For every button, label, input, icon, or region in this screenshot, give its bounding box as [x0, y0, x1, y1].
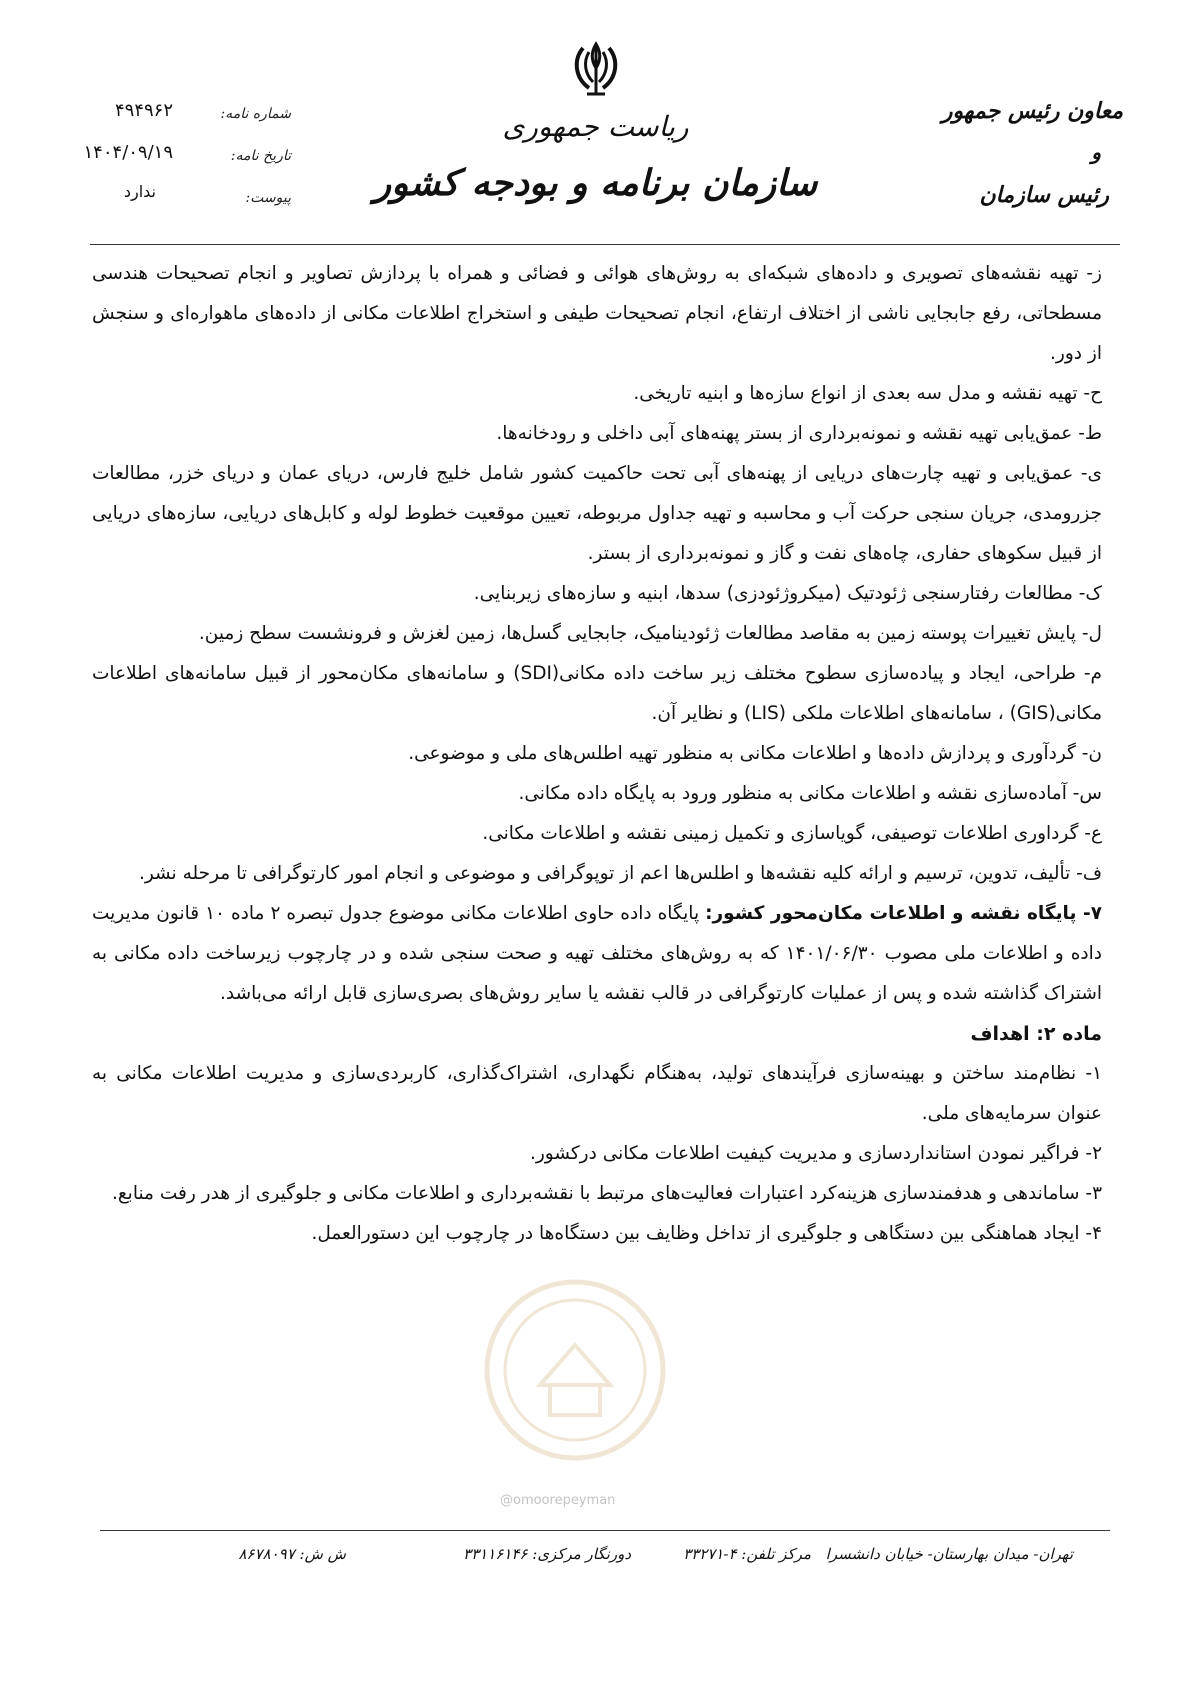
signer-line-2: رئیس سازمان: [979, 182, 1109, 208]
footer-id-value: ۸۶۷۸۰۹۷: [238, 1545, 295, 1563]
goal-item: ۱- نظام‌مند ساختن و بهینه‌سازی فرآیندهای تولید، به‌هنگام نگهداری، اشتراک‌گذاری، کاربردی‌سازی و مدیریت اطلاعات مکانی به عنوان سرمایه‌های ملی.: [92, 1063, 1102, 1124]
attachment-value: ندارد: [123, 182, 156, 201]
watermark-handle: @omoorepeyman: [500, 1493, 616, 1508]
footer-address: تهران- میدان بهارستان- خیابان دانشسرا: [825, 1545, 1073, 1563]
list-item: س- آماده‌سازی نقشه و اطلاعات مکانی به منظور ورود به پایگاه داده مکانی.: [518, 783, 1102, 804]
footer-fax: [463, 1545, 631, 1563]
footer-id: [238, 1545, 346, 1563]
footer-phone-value: ۴-۳۳۲۷۱: [683, 1545, 737, 1563]
letter-body: [92, 254, 1102, 1254]
goal-item: ۳- ساماندهی و هدفمندسازی هزینه‌کرد اعتبارات فعالیت‌های مرتبط با نقشه‌برداری و اطلاعات مکانی و جلوگیری از هدر رفت منابع.: [111, 1183, 1102, 1204]
header-divider: [90, 244, 1120, 245]
letter-number: ۴۹۴۹۶۲: [114, 100, 173, 121]
footer-phone-label: مرکز تلفن:: [741, 1545, 811, 1563]
iran-emblem-icon: [565, 38, 627, 100]
list-item: ح- تهیه نقشه و مدل سه بعدی از انواع سازه‌ها و ابنیه تاریخی.: [633, 383, 1102, 404]
presidency-title: ریاست جمهوری: [502, 110, 689, 143]
list-item: ز- تهیه نقشه‌های تصویری و داده‌های شبکه‌ای به روش‌های هوائی و فضائی و همراه با پردازش تصاویر و انجام تصحیحات هندسی مسطحاتی، رفع جابجایی ناشی از اختلاف ارتفاع، انجام تصحیحات طیفی و استخراج اطلاعات مکانی از داده‌های ماهواره‌ای و سنجش از دور.: [92, 263, 1102, 364]
list-item: ع- گرداوری اطلاعات توصیفی، گویاسازی و تکمیل زمینی نقشه و اطلاعات مکانی.: [482, 823, 1102, 844]
letter-date: ۱۴۰۴/۰۹/۱۹: [83, 142, 173, 163]
footer-fax-value: ۳۳۱۱۶۱۴۶: [463, 1545, 528, 1563]
definition-7-text: پایگاه داده حاوی اطلاعات مکانی موضوع جدول تبصره ۲ ماده ۱۰ قانون مدیریت داده و اطلاعات ملی مصوب ۱۴۰۱/۰۶/۳۰ که به روش‌های مختلف تهیه و صحت سنجی شده و در چارچوب زیرساخت داده مکانی به اشتراک گذاشته شده و پس از عملیات کارتوگرافی در قالب نقشه یا سایر روش‌های بصری‌سازی قابل ارائه می‌باشد.: [92, 903, 1102, 1004]
date-label: تاریخ نامه:: [230, 148, 291, 164]
attachment-label: پیوست:: [245, 190, 291, 206]
watermark-stamp-icon: [480, 1275, 670, 1465]
signer-and: و: [1091, 140, 1101, 164]
list-item: ن- گردآوری و پردازش داده‌ها و اطلاعات مکانی به منظور تهیه اطلس‌های ملی و موضوعی.: [408, 743, 1102, 764]
footer-fax-label: دورنگار مرکزی:: [532, 1545, 631, 1563]
list-item: ط- عمق‌یابی تهیه نقشه و نمونه‌برداری از بستر پهنه‌های آبی داخلی و رودخانه‌ها.: [496, 423, 1102, 444]
list-item: ی- عمق‌یابی و تهیه چارت‌های دریایی از پهنه‌های آبی تحت حاکمیت کشور شامل خلیج فارس، دریای عمان و دریای خزر، مطالعات جزرومدی، جریان سنجی حرکت آب و محاسبه و تهیه جداول مربوطه، تعیین موقعیت خطوط لوله و کابل‌های دریایی، سازه‌های دریایی از قبیل سکوهای حفاری، چاه‌های نفت و گاز و نمونه‌برداری از بستر.: [92, 463, 1102, 564]
definition-7-title: ۷- پایگاه نقشه و اطلاعات مکان‌محور کشور:: [705, 903, 1102, 924]
list-item: ل- پایش تغییرات پوسته زمین به مقاصد مطالعات ژئودینامیک، جابجایی گسل‌ها، زمین لغزش و فرونشست سطح زمین.: [198, 623, 1102, 644]
footer-id-label: ش ش:: [299, 1545, 346, 1563]
list-item: م- طراحی، ایجاد و پیاده‌سازی سطوح مختلف زیر ساخت داده مکانی(SDI) و سامانه‌های مکان‌محور از قبیل سامانه‌های اطلاعات مکانی(GIS) ، سامانه‌های اطلاعات ملکی (LIS) و نظایر آن.: [92, 663, 1103, 724]
goal-item: ۲- فراگیر نمودن استانداردسازی و مدیریت کیفیت اطلاعات مکانی درکشور.: [529, 1143, 1102, 1164]
footer-divider: [100, 1530, 1110, 1531]
list-item: ف- تألیف، تدوین، ترسیم و ارائه کلیه نقشه‌ها و اطلس‌ها اعم از توپوگرافی و موضوعی و انجام امور کارتوگرافی تا مرحله نشر.: [138, 863, 1102, 884]
goal-item: ۴- ایجاد هماهنگی بین دستگاهی و جلوگیری از تداخل وظایف بین دستگاه‌ها در چارچوب این دستورالعمل.: [311, 1223, 1102, 1244]
footer-phone: [683, 1545, 811, 1563]
organization-title: سازمان برنامه و بودجه کشور: [373, 162, 818, 204]
article-2-heading: ماده ۲: اهداف: [970, 1023, 1102, 1045]
letter-number-label: شماره نامه:: [220, 106, 291, 122]
definition-7: [92, 894, 1102, 1014]
list-item: ک- مطالعات رفتارسنجی ژئودتیک (میکروژئودزی) سدها، ابنیه و سازه‌های زیربنایی.: [473, 583, 1102, 604]
signer-line-1: معاون رئیس جمهور: [941, 98, 1123, 124]
